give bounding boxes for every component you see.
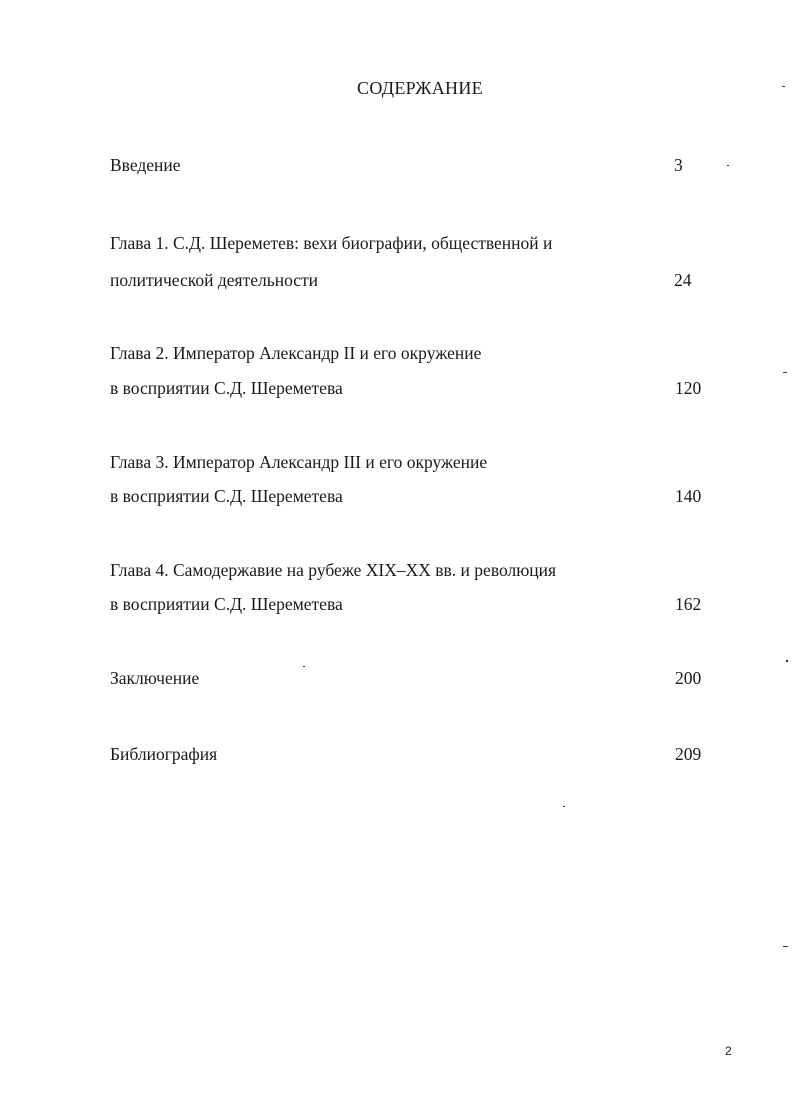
- toc-entry-chapter-1-line-2: политической деятельности: [110, 270, 319, 290]
- scan-speck: [727, 165, 729, 166]
- toc-entry-bibliography: Библиография: [110, 744, 218, 764]
- toc-entry-chapter-2-line-1: Глава 2. Император Александр II и его окружение: [110, 343, 482, 363]
- scan-speck: [563, 806, 565, 807]
- scan-speck: [786, 660, 788, 662]
- toc-page-number: 162: [675, 594, 702, 614]
- toc-page-number: 209: [675, 744, 702, 764]
- scan-speck: [783, 372, 787, 373]
- toc-page-number: 140: [675, 486, 702, 506]
- toc-entry-chapter-4-line-1: Глава 4. Самодержавие на рубеже XIX–XX вв. и революция: [110, 560, 557, 580]
- scan-speck: [782, 86, 785, 87]
- page-number: 2: [725, 1044, 732, 1058]
- toc-entry-chapter-2-line-2: в восприятии С.Д. Шереметева: [110, 378, 343, 398]
- scan-speck: [783, 946, 788, 947]
- toc-entry-chapter-3-line-1: Глава 3. Император Александр III и его окружение: [110, 452, 488, 472]
- toc-entry-introduction: Введение: [110, 155, 181, 175]
- scan-speck: [303, 666, 305, 667]
- toc-entry-conclusion: Заключение: [110, 668, 200, 688]
- toc-entry-chapter-4-line-2: в восприятии С.Д. Шереметева: [110, 594, 343, 614]
- toc-page-number: 120: [675, 378, 702, 398]
- toc-entry-chapter-1-line-1: Глава 1. С.Д. Шереметев: вехи биографии, общественной и: [110, 233, 553, 253]
- page-title: СОДЕРЖАНИЕ: [357, 78, 483, 98]
- toc-entry-chapter-3-line-2: в восприятии С.Д. Шереметева: [110, 486, 343, 506]
- toc-page-number: 200: [675, 668, 702, 688]
- toc-page-number: 3: [674, 155, 683, 175]
- toc-page-number: 24: [674, 270, 692, 290]
